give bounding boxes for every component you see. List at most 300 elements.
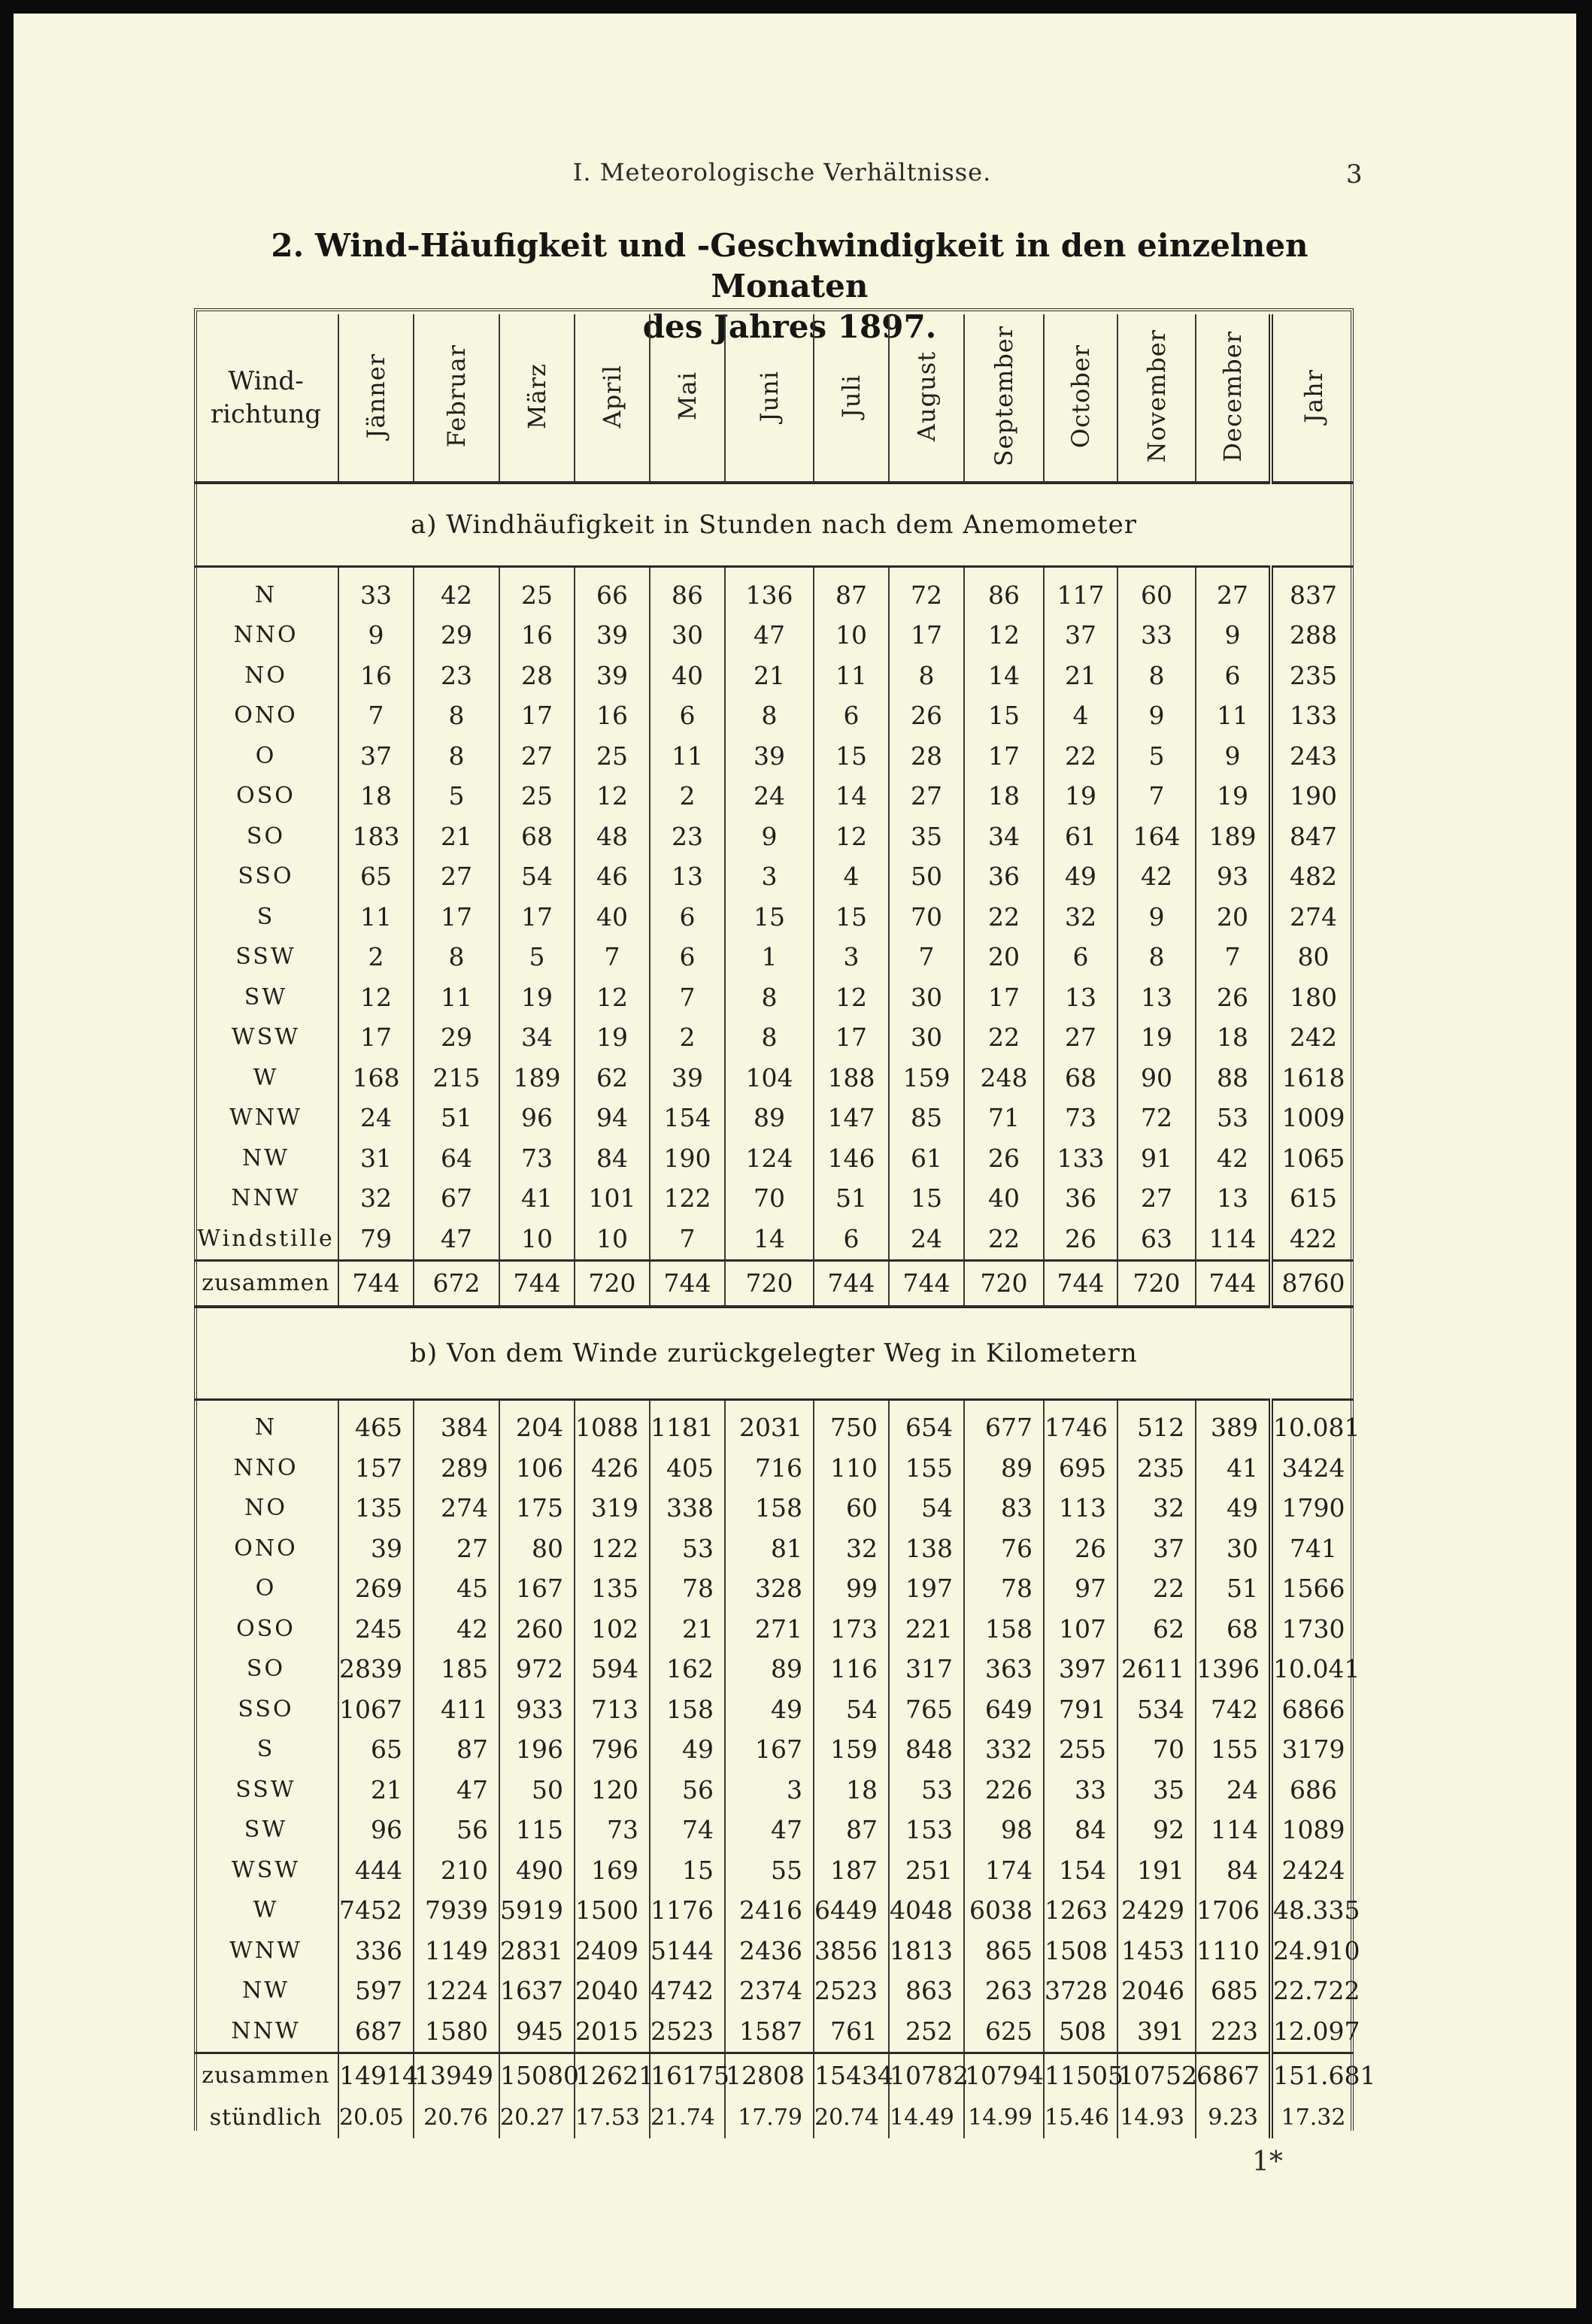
value-cell: 197 <box>889 1569 964 1610</box>
value-cell: 60 <box>1117 567 1196 616</box>
year-total-cell: 242 <box>1271 1018 1354 1059</box>
value-cell: 14 <box>814 777 889 817</box>
value-cell: 164 <box>1117 817 1196 857</box>
year-total-cell: 17.32 <box>1271 2098 1354 2138</box>
value-cell: 15 <box>889 1179 964 1220</box>
value-cell: 185 <box>414 1650 499 1690</box>
value-cell: 744 <box>1044 1260 1117 1307</box>
value-cell: 426 <box>575 1448 650 1489</box>
row-label: NO <box>244 1495 287 1522</box>
value-cell: 189 <box>499 1058 575 1098</box>
year-total-cell: 151.681 <box>1271 2053 1354 2098</box>
table-row <box>194 1770 1354 1810</box>
row-label: ONO <box>234 702 298 729</box>
value-cell: 13 <box>1196 1179 1271 1220</box>
value-cell: 5144 <box>650 1931 725 1971</box>
value-cell: 54 <box>499 857 575 898</box>
value-cell: 19 <box>1196 777 1271 817</box>
row-label: NNO <box>233 622 299 649</box>
value-cell: 9 <box>1117 696 1196 737</box>
value-cell: 13 <box>1117 977 1196 1018</box>
value-cell: 42 <box>1196 1138 1271 1179</box>
value-cell: 73 <box>499 1138 575 1179</box>
column-header-label: Jahr <box>1299 369 1328 423</box>
value-cell: 1181 <box>650 1399 725 1448</box>
value-cell: 405 <box>650 1448 725 1489</box>
value-cell: 10794 <box>964 2053 1044 2098</box>
value-cell: 25 <box>499 777 575 817</box>
value-cell: 158 <box>725 1489 814 1529</box>
year-total-cell: 10.041 <box>1271 1650 1354 1690</box>
value-cell: 36 <box>1044 1179 1117 1220</box>
value-cell: 39 <box>338 1529 414 1569</box>
column-header-september <box>964 314 1044 483</box>
value-cell: 78 <box>964 1569 1044 1610</box>
value-cell: 47 <box>414 1770 499 1810</box>
value-cell: 32 <box>1044 897 1117 938</box>
column-header-row <box>194 314 1354 483</box>
value-cell: 18 <box>338 777 414 817</box>
value-cell: 13 <box>650 857 725 898</box>
value-cell: 9 <box>1117 897 1196 938</box>
value-cell: 6 <box>814 696 889 737</box>
value-cell: 1 <box>725 938 814 978</box>
value-cell: 9 <box>1196 616 1271 656</box>
value-cell: 260 <box>499 1609 575 1650</box>
total-row <box>194 2053 1354 2098</box>
value-cell: 37 <box>1044 616 1117 656</box>
value-cell: 122 <box>575 1529 650 1569</box>
year-total-cell: 133 <box>1271 696 1354 737</box>
row-label: stündlich <box>209 2104 323 2131</box>
value-cell: 274 <box>414 1489 499 1529</box>
year-total-cell: 12.097 <box>1271 2011 1354 2053</box>
value-cell: 1088 <box>575 1399 650 1448</box>
value-cell: 27 <box>889 777 964 817</box>
year-total-cell: 2424 <box>1271 1850 1354 1891</box>
value-cell: 2839 <box>338 1650 414 1690</box>
value-cell: 37 <box>1117 1529 1196 1569</box>
value-cell: 70 <box>1117 1730 1196 1771</box>
value-cell: 85 <box>889 1098 964 1139</box>
table-row <box>194 1931 1354 1971</box>
column-header-label: März <box>523 363 551 429</box>
value-cell: 37 <box>338 736 414 777</box>
value-cell: 154 <box>1044 1850 1117 1891</box>
value-cell: 155 <box>889 1448 964 1489</box>
value-cell: 22 <box>1044 736 1117 777</box>
value-cell: 42 <box>414 1609 499 1650</box>
value-cell: 162 <box>650 1650 725 1690</box>
table-row <box>194 1219 1354 1260</box>
column-header-juli <box>814 314 889 483</box>
value-cell: 17 <box>964 977 1044 1018</box>
table-row <box>194 1971 1354 2012</box>
row-label: O <box>255 1575 277 1602</box>
value-cell: 81 <box>725 1529 814 1569</box>
value-cell: 21 <box>414 817 499 857</box>
value-cell: 46 <box>575 857 650 898</box>
year-total-cell: 3179 <box>1271 1730 1354 1771</box>
value-cell: 720 <box>1117 1260 1196 1307</box>
value-cell: 27 <box>1117 1179 1196 1220</box>
value-cell: 10752 <box>1117 2053 1196 2098</box>
value-cell: 60 <box>814 1489 889 1529</box>
column-header-label: Februar <box>442 344 471 448</box>
value-cell: 2416 <box>725 1891 814 1932</box>
value-cell: 1637 <box>499 1971 575 2012</box>
value-cell: 17 <box>499 696 575 737</box>
value-cell: 765 <box>889 1689 964 1730</box>
value-cell: 9 <box>338 616 414 656</box>
year-total-cell: 3424 <box>1271 1448 1354 1489</box>
running-title: I. Meteorologische Verhältnisse. <box>572 158 992 186</box>
value-cell: 11 <box>814 656 889 696</box>
value-cell: 6 <box>650 897 725 938</box>
row-label: SSW <box>235 944 296 971</box>
value-cell: 136 <box>725 567 814 616</box>
row-label: NNO <box>233 1454 299 1481</box>
value-cell: 5 <box>414 777 499 817</box>
value-cell: 4 <box>1044 696 1117 737</box>
value-cell: 6038 <box>964 1891 1044 1932</box>
value-cell: 96 <box>499 1098 575 1139</box>
year-total-cell: 1009 <box>1271 1098 1354 1139</box>
value-cell: 8 <box>414 736 499 777</box>
year-total-cell: 1618 <box>1271 1058 1354 1098</box>
value-cell: 5 <box>1117 736 1196 777</box>
page-number: 3 <box>1346 159 1363 189</box>
value-cell: 7 <box>338 696 414 737</box>
value-cell: 5 <box>499 938 575 978</box>
value-cell: 15.46 <box>1044 2098 1117 2138</box>
column-header-april <box>575 314 650 483</box>
value-cell: 116 <box>814 1650 889 1690</box>
value-cell: 61 <box>889 1138 964 1179</box>
value-cell: 183 <box>338 817 414 857</box>
value-cell: 18 <box>964 777 1044 817</box>
value-cell: 28 <box>889 736 964 777</box>
table-row <box>194 1179 1354 1220</box>
value-cell: 204 <box>499 1399 575 1448</box>
value-cell: 720 <box>964 1260 1044 1307</box>
value-cell: 61 <box>1044 817 1117 857</box>
value-cell: 7452 <box>338 1891 414 1932</box>
table-row <box>194 977 1354 1018</box>
value-cell: 83 <box>964 1489 1044 1529</box>
column-header-label: Mai <box>673 371 702 421</box>
value-cell: 19 <box>1117 1018 1196 1059</box>
value-cell: 672 <box>414 1260 499 1307</box>
column-header-label: Juli <box>837 374 866 418</box>
value-cell: 104 <box>725 1058 814 1098</box>
value-cell: 87 <box>814 567 889 616</box>
value-cell: 4 <box>814 857 889 898</box>
value-cell: 34 <box>499 1018 575 1059</box>
value-cell: 972 <box>499 1650 575 1690</box>
section-heading: a) Windhäufigkeit in Stunden nach dem Anemometer <box>194 483 1354 567</box>
value-cell: 1396 <box>1196 1650 1271 1690</box>
value-cell: 389 <box>1196 1399 1271 1448</box>
value-cell: 39 <box>575 656 650 696</box>
row-label: SO <box>246 823 286 850</box>
value-cell: 3 <box>814 938 889 978</box>
year-total-cell: 1730 <box>1271 1609 1354 1650</box>
value-cell: 23 <box>414 656 499 696</box>
value-cell: 120 <box>575 1770 650 1810</box>
value-cell: 65 <box>338 1730 414 1771</box>
value-cell: 24 <box>338 1098 414 1139</box>
value-cell: 51 <box>814 1179 889 1220</box>
value-cell: 4742 <box>650 1971 725 2012</box>
value-cell: 21 <box>725 656 814 696</box>
row-label: O <box>255 742 277 769</box>
value-cell: 677 <box>964 1399 1044 1448</box>
total-row <box>194 1260 1354 1307</box>
table-row <box>194 897 1354 938</box>
value-cell: 51 <box>414 1098 499 1139</box>
value-cell: 19 <box>499 977 575 1018</box>
value-cell: 687 <box>338 2011 414 2053</box>
table-row <box>194 1098 1354 1139</box>
value-cell: 168 <box>338 1058 414 1098</box>
column-header-october <box>1044 314 1117 483</box>
row-label: SO <box>246 1656 286 1683</box>
row-label: NO <box>244 662 287 689</box>
year-total-cell: 837 <box>1271 567 1354 616</box>
value-cell: 3 <box>725 1770 814 1810</box>
table-row <box>194 567 1354 616</box>
value-cell: 190 <box>650 1138 725 1179</box>
value-cell: 78 <box>650 1569 725 1610</box>
value-cell: 29 <box>414 1018 499 1059</box>
column-header-label: April <box>598 364 626 429</box>
value-cell: 1508 <box>1044 1931 1117 1971</box>
value-cell: 158 <box>650 1689 725 1730</box>
value-cell: 20.27 <box>499 2098 575 2138</box>
value-cell: 16 <box>338 656 414 696</box>
value-cell: 16 <box>499 616 575 656</box>
value-cell: 7 <box>889 938 964 978</box>
table-row <box>194 2011 1354 2053</box>
row-label: NNW <box>231 2017 301 2044</box>
row-label: zusammen <box>194 2053 338 2098</box>
value-cell: 42 <box>1117 857 1196 898</box>
value-cell: 114 <box>1196 1219 1271 1260</box>
value-cell: 21 <box>650 1609 725 1650</box>
table-row <box>194 1399 1354 1448</box>
value-cell: 11505 <box>1044 2053 1117 2098</box>
table-row <box>194 656 1354 696</box>
value-cell: 2436 <box>725 1931 814 1971</box>
value-cell: 2 <box>650 777 725 817</box>
value-cell: 133 <box>1044 1138 1117 1179</box>
value-cell: 27 <box>414 857 499 898</box>
value-cell: 2374 <box>725 1971 814 2012</box>
value-cell: 17 <box>499 897 575 938</box>
value-cell: 4048 <box>889 1891 964 1932</box>
value-cell: 2031 <box>725 1399 814 1448</box>
value-cell: 7939 <box>414 1891 499 1932</box>
value-cell: 2523 <box>814 1971 889 2012</box>
year-total-cell: 1790 <box>1271 1489 1354 1529</box>
value-cell: 174 <box>964 1850 1044 1891</box>
value-cell: 19 <box>1044 777 1117 817</box>
value-cell: 62 <box>575 1058 650 1098</box>
value-cell: 2046 <box>1117 1971 1196 2012</box>
value-cell: 32 <box>1117 1489 1196 1529</box>
row-label: Windstille <box>197 1225 335 1252</box>
value-cell: 24 <box>889 1219 964 1260</box>
value-cell: 70 <box>889 897 964 938</box>
column-header-august <box>889 314 964 483</box>
value-cell: 90 <box>1117 1058 1196 1098</box>
table-row <box>194 1689 1354 1730</box>
value-cell: 9 <box>725 817 814 857</box>
row-label: OSO <box>236 1615 296 1642</box>
wind-table <box>194 314 1376 2138</box>
value-cell: 742 <box>1196 1689 1271 1730</box>
value-cell: 153 <box>889 1810 964 1851</box>
year-total-cell: 274 <box>1271 897 1354 938</box>
value-cell: 147 <box>814 1098 889 1139</box>
row-label: WNW <box>229 1937 302 1964</box>
value-cell: 17 <box>414 897 499 938</box>
year-total-cell: 288 <box>1271 616 1354 656</box>
value-cell: 22 <box>964 1219 1044 1260</box>
column-header-jänner <box>338 314 414 483</box>
year-total-cell: 243 <box>1271 736 1354 777</box>
value-cell: 6 <box>650 938 725 978</box>
value-cell: 71 <box>964 1098 1044 1139</box>
value-cell: 210 <box>414 1850 499 1891</box>
value-cell: 13 <box>1044 977 1117 1018</box>
value-cell: 649 <box>964 1689 1044 1730</box>
year-total-cell: 190 <box>1271 777 1354 817</box>
value-cell: 196 <box>499 1730 575 1771</box>
value-cell: 22 <box>1117 1569 1196 1610</box>
value-cell: 15 <box>964 696 1044 737</box>
table-row <box>194 1529 1354 1569</box>
value-cell: 62 <box>1117 1609 1196 1650</box>
value-cell: 42 <box>414 567 499 616</box>
value-cell: 255 <box>1044 1730 1117 1771</box>
value-cell: 50 <box>889 857 964 898</box>
value-cell: 79 <box>338 1219 414 1260</box>
value-cell: 51 <box>1196 1569 1271 1610</box>
value-cell: 2611 <box>1117 1650 1196 1690</box>
value-cell: 30 <box>889 977 964 1018</box>
value-cell: 444 <box>338 1850 414 1891</box>
value-cell: 14.99 <box>964 2098 1044 2138</box>
value-cell: 17 <box>338 1018 414 1059</box>
value-cell: 84 <box>1196 1850 1271 1891</box>
value-cell: 8 <box>725 977 814 1018</box>
table-title-line-1: 2. Wind-Häufigkeit und -Geschwindigkeit in den einzelnen Monaten <box>271 227 1308 305</box>
row-label: W <box>253 1897 279 1924</box>
value-cell: 84 <box>575 1138 650 1179</box>
value-cell: 252 <box>889 2011 964 2053</box>
value-cell: 15434 <box>814 2053 889 2098</box>
row-label: ONO <box>234 1535 298 1562</box>
table-row <box>194 1650 1354 1690</box>
value-cell: 512 <box>1117 1399 1196 1448</box>
value-cell: 235 <box>1117 1448 1196 1489</box>
value-cell: 86 <box>964 567 1044 616</box>
year-total-cell: 24.910 <box>1271 1931 1354 1971</box>
value-cell: 14.93 <box>1117 2098 1196 2138</box>
value-cell: 68 <box>1196 1609 1271 1650</box>
column-header-label: September <box>990 326 1018 467</box>
value-cell: 101 <box>575 1179 650 1220</box>
value-cell: 2429 <box>1117 1891 1196 1932</box>
value-cell: 124 <box>725 1138 814 1179</box>
section-heading-row <box>194 1307 1354 1400</box>
value-cell: 14 <box>725 1219 814 1260</box>
value-cell: 173 <box>814 1609 889 1650</box>
table-row <box>194 817 1354 857</box>
value-cell: 338 <box>650 1489 725 1529</box>
column-header-märz <box>499 314 575 483</box>
value-cell: 92 <box>1117 1810 1196 1851</box>
value-cell: 2409 <box>575 1931 650 1971</box>
row-label: W <box>253 1064 279 1091</box>
value-cell: 744 <box>650 1260 725 1307</box>
value-cell: 154 <box>650 1098 725 1139</box>
value-cell: 11 <box>414 977 499 1018</box>
value-cell: 30 <box>1196 1529 1271 1569</box>
value-cell: 332 <box>964 1730 1044 1771</box>
value-cell: 14.49 <box>889 2098 964 2138</box>
value-cell: 68 <box>1044 1058 1117 1098</box>
value-cell: 25 <box>499 567 575 616</box>
value-cell: 20.76 <box>414 2098 499 2138</box>
value-cell: 271 <box>725 1609 814 1650</box>
value-cell: 113 <box>1044 1489 1117 1529</box>
value-cell: 24 <box>1196 1770 1271 1810</box>
value-cell: 863 <box>889 1971 964 2012</box>
value-cell: 167 <box>499 1569 575 1610</box>
value-cell: 744 <box>814 1260 889 1307</box>
value-cell: 159 <box>814 1730 889 1771</box>
column-header-december <box>1196 314 1271 483</box>
value-cell: 9.23 <box>1196 2098 1271 2138</box>
year-total-cell: 482 <box>1271 857 1354 898</box>
value-cell: 189 <box>1196 817 1271 857</box>
value-cell: 933 <box>499 1689 575 1730</box>
value-cell: 84 <box>1044 1810 1117 1851</box>
value-cell: 15 <box>650 1850 725 1891</box>
row-label: SW <box>244 983 288 1011</box>
table-row <box>194 777 1354 817</box>
value-cell: 41 <box>1196 1448 1271 1489</box>
value-cell: 750 <box>814 1399 889 1448</box>
value-cell: 47 <box>725 616 814 656</box>
value-cell: 245 <box>338 1609 414 1650</box>
value-cell: 73 <box>1044 1098 1117 1139</box>
value-cell: 39 <box>650 1058 725 1098</box>
value-cell: 39 <box>575 616 650 656</box>
value-cell: 744 <box>499 1260 575 1307</box>
value-cell: 1067 <box>338 1689 414 1730</box>
table-row <box>194 938 1354 978</box>
row-label: S <box>256 1736 275 1763</box>
value-cell: 6 <box>814 1219 889 1260</box>
value-cell: 49 <box>1044 857 1117 898</box>
value-cell: 594 <box>575 1650 650 1690</box>
value-cell: 1453 <box>1117 1931 1196 1971</box>
value-cell: 3 <box>725 857 814 898</box>
